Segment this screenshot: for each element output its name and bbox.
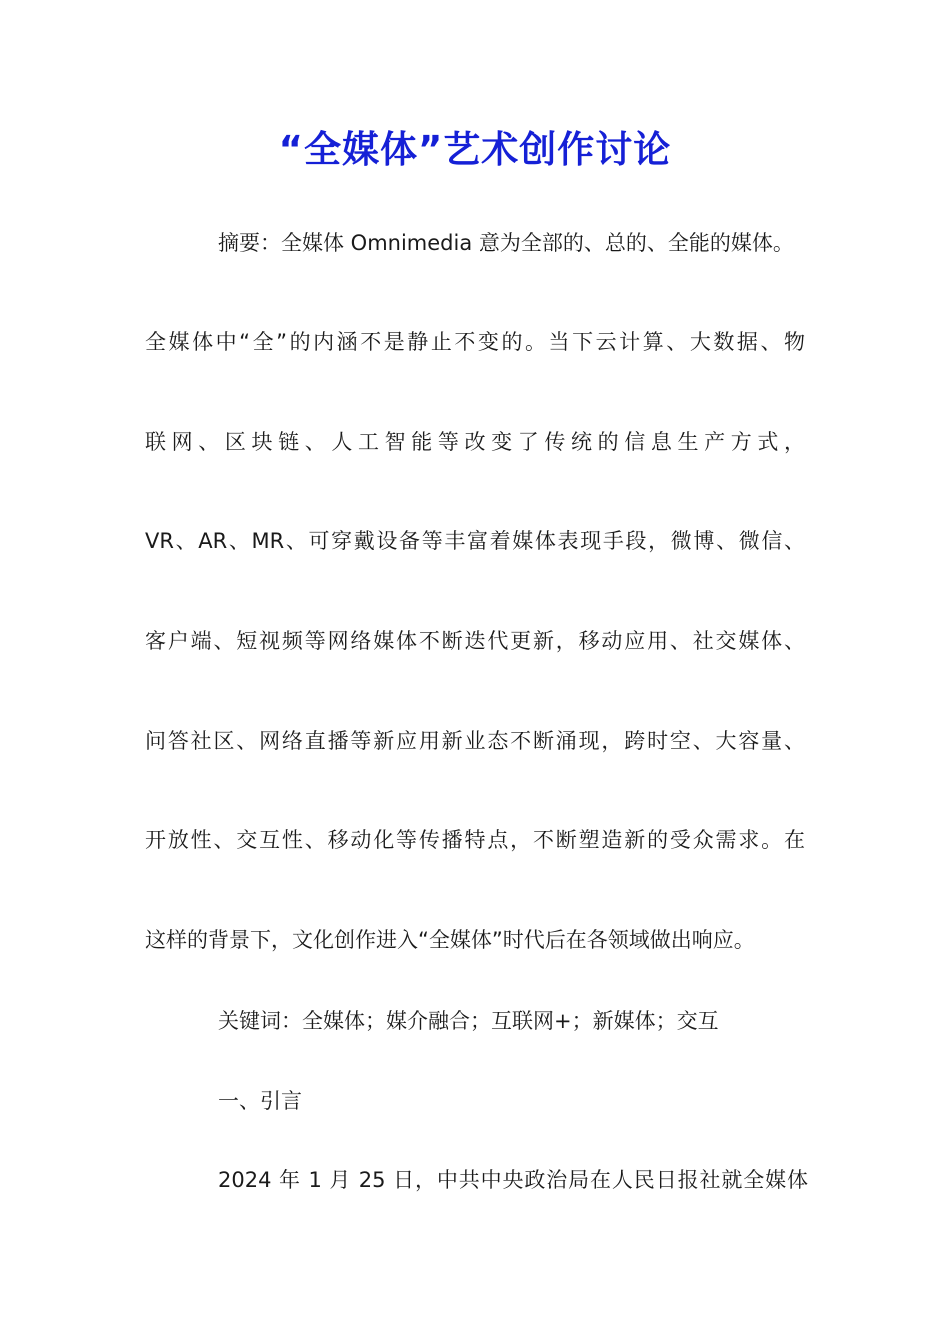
- abstract-line-6: 问答社区、网络直播等新应用新业态不断涌现，跨时空、大容量、: [145, 729, 805, 753]
- abstract-line-2: 全媒体中“全”的内涵不是静止不变的。当下云计算、大数据、物: [145, 330, 805, 354]
- abstract-line-8: 这样的背景下，文化创作进入“全媒体”时代后在各领域做出响应。: [145, 928, 755, 952]
- abstract-line-5: 客户端、短视频等网络媒体不断迭代更新，移动应用、社交媒体、: [145, 629, 805, 653]
- abstract-line-7: 开放性、交互性、移动化等传播特点，不断塑造新的受众需求。在: [145, 828, 805, 852]
- abstract-line-4: VR、AR、MR、可穿戴设备等丰富着媒体表现手段，微博、微信、: [145, 529, 805, 553]
- intro-paragraph-line: 2024 年 1 月 25 日，中共中央政治局在人民日报社就全媒体: [218, 1168, 808, 1192]
- abstract-line-3: 联网、区块链、人工智能等改变了传统的信息生产方式，: [145, 430, 805, 454]
- abstract-line-1: 摘要：全媒体 Omnimedia 意为全部的、总的、全能的媒体。: [218, 231, 794, 255]
- document-title: “全媒体”艺术创作讨论: [278, 128, 672, 171]
- keywords-line: 关键词：全媒体；媒介融合；互联网+；新媒体；交互: [218, 1009, 719, 1033]
- section-heading: 一、引言: [218, 1089, 302, 1113]
